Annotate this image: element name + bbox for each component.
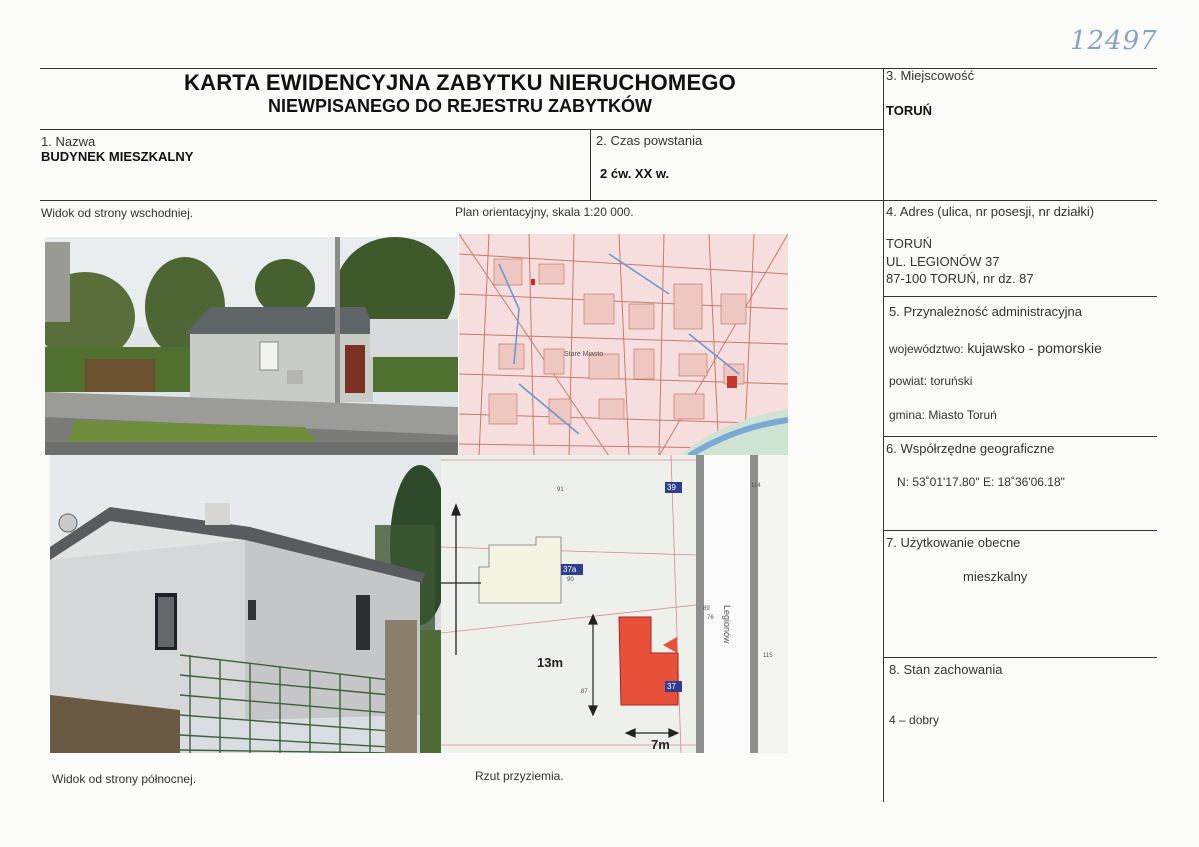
rule-after-usage	[883, 657, 1157, 658]
commune-value: Miasto Toruń	[928, 408, 997, 422]
commune-row	[889, 408, 997, 422]
right-column-divider	[883, 68, 884, 802]
map-district-label: Stare Miasto	[564, 351, 604, 358]
rule-after-admin	[883, 436, 1157, 437]
badge-39: 39	[667, 483, 676, 492]
address-line-3: 87-100 TORUŃ, nr dz. 87	[886, 271, 1034, 286]
plot-number-89: 89	[703, 606, 710, 612]
county-value: toruński	[930, 374, 973, 388]
card-title: KARTA EWIDENCYJNA ZABYTKU NIERUCHOMEGO	[184, 70, 736, 95]
commune-label: gmina:	[889, 408, 926, 422]
header-bottom-rule	[40, 200, 1157, 201]
caption-ground-plan: Rzut przyziemia.	[475, 769, 564, 783]
card-subtitle: NIEWPISANEGO DO REJESTRU ZABYTKÓW	[267, 96, 653, 116]
rule-after-coords	[883, 530, 1157, 531]
address-line-2: UL. LEGIONÓW 37	[886, 254, 1000, 269]
caption-north-view: Widok od strony północnej.	[52, 772, 197, 786]
caption-plan: Plan orientacyjny, skala 1:20 000.	[455, 205, 634, 219]
rule-after-address	[883, 296, 1157, 297]
dimension-7m: 7m	[651, 737, 670, 752]
locality-value: TORUŃ	[886, 103, 932, 118]
coords-value: N: 53˚01'17.80" E: 18˚36'06.18"	[897, 475, 1065, 489]
badge-37: 37	[667, 682, 676, 691]
caption-east-view: Widok od strony wschodniej.	[41, 206, 194, 220]
plot-number-87: 87	[581, 689, 588, 695]
time-value: 2 ćw. XX w.	[600, 166, 670, 181]
orientation-map	[459, 234, 788, 456]
name-value: BUDYNEK MIESZKALNY	[41, 149, 194, 164]
title-bottom-rule	[40, 129, 883, 130]
street-label: Legionów	[722, 605, 732, 644]
coords-label: 6. Współrzędne geograficzne	[886, 441, 1055, 456]
county-label: powiat:	[889, 374, 928, 388]
usage-value: mieszkalny	[963, 569, 1028, 584]
usage-label: 7. Użytkowanie obecne	[886, 535, 1021, 550]
badge-37a: 37a	[563, 565, 577, 574]
voivodeship-row	[889, 340, 1102, 356]
address-line-1: TORUŃ	[886, 236, 932, 251]
plot-number-76: 76	[707, 615, 714, 621]
photo-east-view	[45, 237, 458, 455]
time-label: 2. Czas powstania	[596, 133, 703, 148]
county-row	[889, 374, 972, 388]
name-time-divider	[590, 129, 591, 200]
voivodeship-label: województwo:	[889, 342, 964, 356]
photo-north-view	[50, 455, 441, 753]
name-label: 1. Nazwa	[41, 134, 96, 149]
site-plan	[441, 455, 788, 753]
plot-number-90: 90	[567, 577, 574, 583]
voivodeship-value: kujawsko - pomorskie	[967, 340, 1102, 356]
address-label: 4. Adres (ulica, nr posesji, nr działki)	[886, 204, 1095, 219]
plot-number-115: 115	[763, 653, 773, 659]
top-rule	[40, 68, 1157, 69]
plot-number-91: 91	[557, 487, 564, 493]
condition-label: 8. Stan zachowania	[889, 662, 1003, 677]
dimension-13m: 13m	[537, 655, 564, 670]
admin-label: 5. Przynależność administracyjna	[889, 304, 1082, 319]
locality-label: 3. Miejscowość	[886, 68, 975, 83]
condition-value: 4 – dobry	[889, 713, 940, 727]
archive-number: 12497	[1070, 26, 1158, 56]
plot-number-114: 114	[751, 483, 761, 489]
